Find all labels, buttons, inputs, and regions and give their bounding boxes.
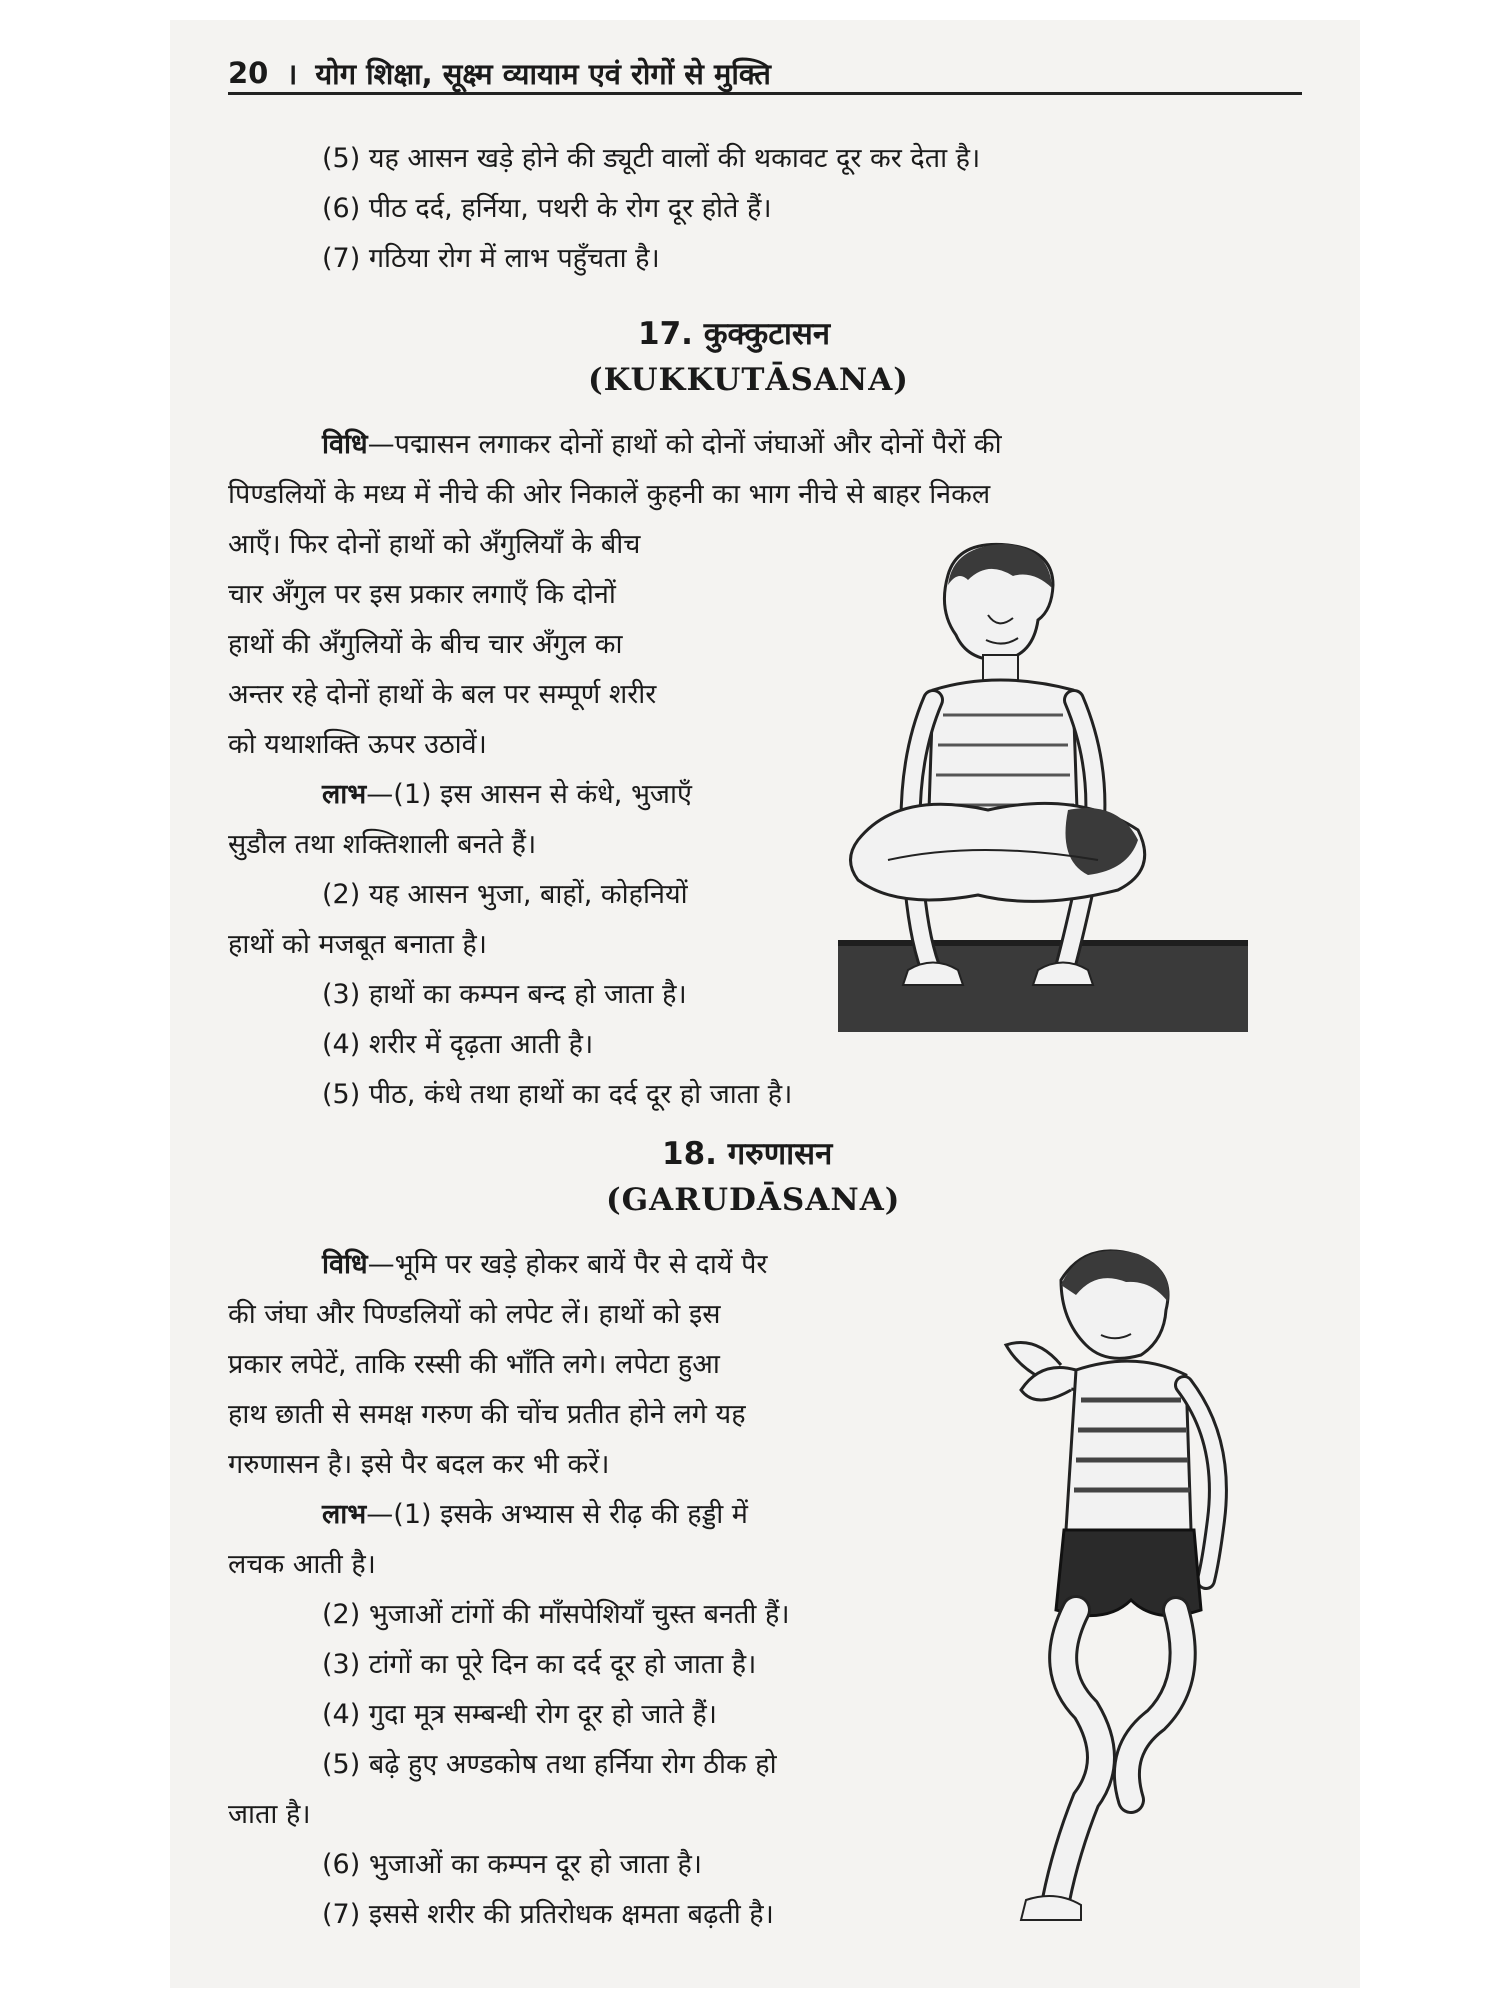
benefit-line: हाथों को मजबूत बनाता है।: [228, 929, 487, 960]
method-line: चार अँगुल पर इस प्रकार लगाएँ कि दोनों: [228, 579, 616, 610]
benefit-line: लाभ—(1) इसके अभ्यास से रीढ़ की हड्डी में: [322, 1499, 748, 1530]
benefit-label: लाभ: [322, 779, 367, 810]
method-label: विधि: [322, 429, 368, 460]
benefit-line: (7) इससे शरीर की प्रतिरोधक क्षमता बढ़ती है।: [322, 1899, 774, 1930]
page-header: [228, 48, 1298, 98]
benefit-line: (3) हाथों का कम्पन बन्द हो जाता है।: [322, 979, 687, 1010]
section-title-english: (GARUDĀSANA): [606, 1182, 901, 1218]
intro-point: (5) यह आसन खड़े होने की ड्यूटी वालों की थकावट दूर कर देता है।: [322, 143, 981, 174]
header-separator: ।: [286, 56, 298, 91]
benefit-line: जाता है।: [228, 1799, 311, 1830]
benefit-line: लाभ—(1) इस आसन से कंधे, भुजाएँ: [322, 779, 692, 810]
method-line: पिण्डलियों के मध्य में नीचे की ओर निकालें कुहनी का भाग नीचे से बाहर निकल: [228, 479, 991, 510]
benefit-line: (4) शरीर में दृढ़ता आती है।: [322, 1029, 594, 1060]
method-line: अन्तर रहे दोनों हाथों के बल पर सम्पूर्ण शरीर: [228, 679, 657, 710]
method-line: की जंघा और पिण्डलियों को लपेट लें। हाथों को इस: [228, 1299, 721, 1330]
method-line: आएँ। फिर दोनों हाथों को अँगुलियाँ के बीच: [228, 529, 641, 560]
benefit-line: (2) यह आसन भुजा, बाहों, कोहनियों: [322, 879, 688, 910]
intro-point: (6) पीठ दर्द, हर्निया, पथरी के रोग दूर होते हैं।: [322, 193, 772, 224]
section-title-hindi: 17. कुक्कुटासन: [638, 316, 831, 352]
benefit-label: लाभ: [322, 1499, 367, 1530]
benefit-line: (4) गुदा मूत्र सम्बन्धी रोग दूर हो जाते हैं।: [322, 1699, 717, 1730]
method-line: हाथ छाती से समक्ष गरुण की चोंच प्रतीत होने लगे यह: [228, 1399, 746, 1430]
benefit-line: (3) टांगों का पूरे दिन का दर्द दूर हो जाता है।: [322, 1649, 757, 1680]
benefit-line: (2) भुजाओं टांगों की माँसपेशियाँ चुस्त बनती हैं।: [322, 1599, 790, 1630]
benefit-line: लचक आती है।: [228, 1549, 376, 1580]
benefit-line: सुडौल तथा शक्तिशाली बनते हैं।: [228, 829, 537, 860]
method-label: विधि: [322, 1249, 368, 1280]
garudasana-illustration: [966, 1240, 1266, 1940]
intro-point: (7) गठिया रोग में लाभ पहुँचता है।: [322, 243, 660, 274]
header-rule: [228, 92, 1302, 95]
method-line: गरुणासन है। इसे पैर बदल कर भी करें।: [228, 1449, 610, 1480]
method-line: प्रकार लपेटें, ताकि रस्सी की भाँति लगे। लपेटा हुआ: [228, 1349, 720, 1380]
method-line: विधि—भूमि पर खड़े होकर बायें पैर से दायें पैर: [322, 1249, 768, 1280]
benefit-line: (6) भुजाओं का कम्पन दूर हो जाता है।: [322, 1849, 703, 1880]
benefit-line: (5) बढ़े हुए अण्डकोष तथा हर्निया रोग ठीक हो: [322, 1749, 777, 1780]
kukkutasana-illustration: [838, 540, 1250, 1032]
page-number: 20: [228, 56, 269, 90]
method-line: विधि—पद्मासन लगाकर दोनों हाथों को दोनों जंघाओं और दोनों पैरों की: [322, 429, 1002, 460]
section-title-hindi: 18. गरुणासन: [662, 1136, 833, 1172]
benefit-line: (5) पीठ, कंधे तथा हाथों का दर्द दूर हो जाता है।: [322, 1079, 793, 1110]
section-title-english: (KUKKUTĀSANA): [588, 362, 909, 398]
book-title: योग शिक्षा, सूक्ष्म व्यायाम एवं रोगों से मुक्ति: [315, 56, 771, 91]
method-line: को यथाशक्ति ऊपर उठावें।: [228, 729, 487, 760]
method-line: हाथों की अँगुलियों के बीच चार अँगुल का: [228, 629, 623, 660]
